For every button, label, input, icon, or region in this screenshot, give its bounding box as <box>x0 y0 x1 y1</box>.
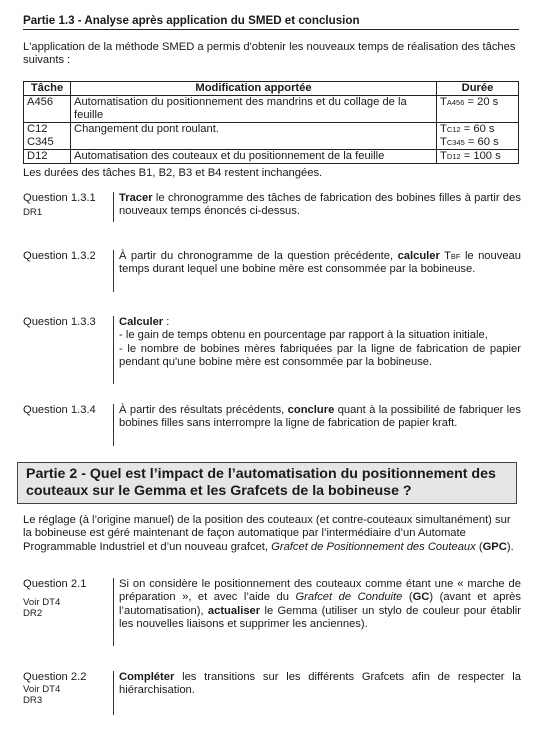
question-2-1-label: Question 2.1 Voir DT4 DR2 <box>23 578 108 619</box>
table-row <box>24 96 519 123</box>
task-cell: D12 <box>24 150 71 164</box>
question-1-3-2-label: Question 1.3.2 <box>23 250 96 262</box>
table-header-row <box>24 82 519 96</box>
question-2-1-text: Si on considère le positionnement des couteaux comme étant une « marche de préparation », et avec l’aide du Grafcet de Conduite (GC) (avant et après l’automatisation), actualiser le Gemma (utiliser un stylo de couleur pour établir les nouvelles liaisons et supprimer les anciennes). <box>113 578 521 646</box>
duration-cell: TD12 = 100 s <box>437 150 519 164</box>
table-header-modification: Modification apportée <box>71 82 437 96</box>
table-header-duration: Durée <box>437 82 519 96</box>
question-1-3-1-ref: DR1 <box>23 207 43 219</box>
modification-cell: Automatisation des couteaux et du positionnement de la feuille <box>71 150 437 164</box>
modification-cell: Changement du pont roulant. <box>71 123 437 150</box>
question-2-2-text: Compléter les transitions sur les différents Grafcets afin de respecter la hiérarchisation. <box>113 671 521 715</box>
question-2-1-ref-dt: Voir DT4 <box>23 597 61 609</box>
table-row <box>24 150 519 164</box>
question-2-1-ref-dr: DR2 <box>23 608 43 620</box>
task-cell: A456 <box>24 96 71 123</box>
section-title: Partie 1.3 - Analyse après application du SMED et conclusion <box>23 14 519 30</box>
question-2-2-ref-dt: Voir DT4 <box>23 684 61 696</box>
question-1-3-3-label: Question 1.3.3 <box>23 316 96 328</box>
question-2-2-label: Question 2.2 Voir DT4 DR3 <box>23 671 108 706</box>
question-1-3-3-text: Calculer : - le gain de temps obtenu en pourcentage par rapport à la situation initiale, - le nombre de bobines mères fabriquées par la ligne de fabrication de papier pendant qu'une bobine mère est consommée par la bobineuse. <box>113 316 521 384</box>
table-note: Les durées des tâches B1, B2, B3 et B4 restent inchangées. <box>23 167 323 179</box>
question-1-3-1-label: Question 1.3.1 DR1 <box>23 192 108 218</box>
duration-cell: TC12 = 60 s TC345 = 60 s <box>437 123 519 150</box>
question-1-3-1-text: Tracer le chronogramme des tâches de fabrication des bobines filles à partir des nouveaux temps énoncés ci-dessus. <box>113 192 521 222</box>
part2-intro: Le réglage (à l’origine manuel) de la position des couteaux (et contre-couteaux simultanément) sur la bobineuse est géré maintenant de façon automatique par l’intermédiaire d’un Automate Programmable Industriel et d’un nouveau grafcet, Grafcet de Positionnement des Couteaux (GPC). <box>23 514 514 553</box>
question-1-3-4-label: Question 1.3.4 <box>23 404 96 416</box>
question-1-3-2-text: À partir du chronogramme de la question précédente, calculer TBF le nouveau temps durant lequel une bobine mère est consommée par la bobineuse. <box>113 250 521 292</box>
modification-cell: Automatisation du positionnement des mandrins et du collage de la feuille <box>71 96 437 123</box>
question-1-3-4-text: À partir des résultats précédents, conclure quant à la possibilité de fabriquer les bobines filles sans interrompre la ligne de fabrication de papier kraft. <box>113 404 521 446</box>
duration-cell: TA456 = 20 s <box>437 96 519 123</box>
task-cell: C12 C345 <box>24 123 71 150</box>
part2-title: Partie 2 - Quel est l’impact de l’automatisation du positionnement des couteaux sur le Gemma et les Grafcets de la bobineuse ? <box>17 462 517 504</box>
table-header-task: Tâche <box>24 82 71 96</box>
table-row <box>24 123 519 150</box>
intro-paragraph: L'application de la méthode SMED a permis d'obtenir les nouveaux temps de réalisation des tâches suivants : <box>23 41 516 67</box>
question-2-2-ref-dr: DR3 <box>23 695 43 707</box>
task-duration-table <box>23 81 519 164</box>
